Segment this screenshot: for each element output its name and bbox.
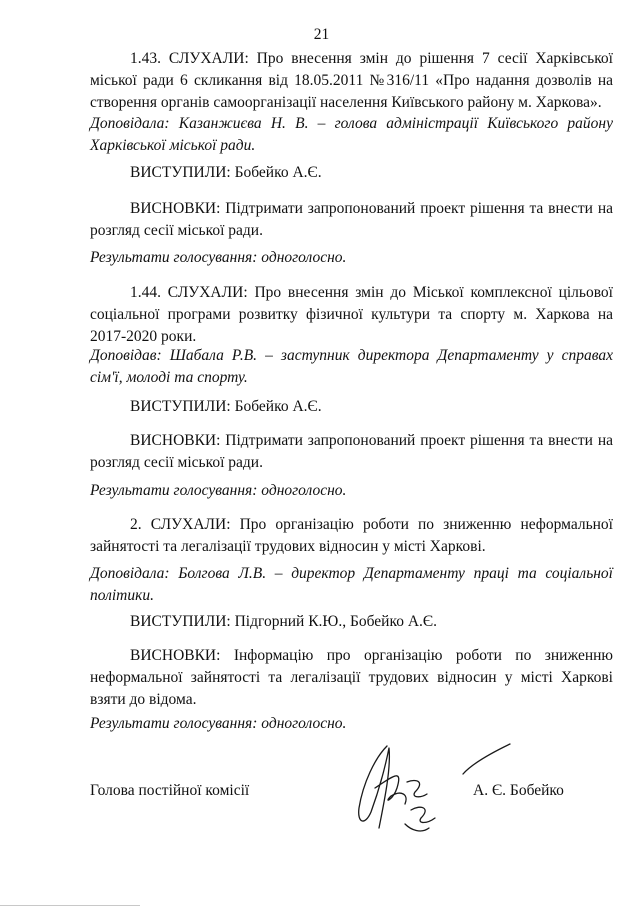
item-1-44-spoke: ВИСТУПИЛИ: Бобейко А.Є. (130, 398, 322, 415)
item-1-43-reporter: Доповідала: Казанжиєва Н. В. – голова адміністрації Київського району Харківської міської ради. (90, 115, 613, 154)
item-1-44-hear: 1.44. СЛУХАЛИ: Про внесення змін до Міської комплексної цільової соціальної програми розвитку фізичної культури та спорту м. Харкова на 2017-2020 роки. (90, 284, 613, 345)
page-number: 21 (313, 26, 330, 43)
item-2-spoke: ВИСТУПИЛИ: Підгорний К.Ю., Бобейко А.Є. (130, 613, 438, 630)
item-1-44-conclusion: ВИСНОВКИ: Підтримати запропонований проект рішення та внести на розгляд сесії міської ради. (90, 432, 613, 471)
item-1-43-vote: Результати голосування: одноголосно. (90, 249, 347, 266)
item-1-43-hear: 1.43. СЛУХАЛИ: Про внесення змін до рішення 7 сесії Харківської міської ради 6 скликання від 18.05.2011 №316/11 «Про надання дозволів на створення органів самоорганізації населення Київського району м. Харкова». (90, 50, 613, 111)
item-1-44-reporter: Доповідав: Шабала Р.В. – заступник директора Департаменту у справах сім'ї, молоді та спорту. (90, 347, 613, 386)
item-1-44-vote: Результати голосування: одноголосно. (90, 482, 347, 499)
item-1-43-conclusion: ВИСНОВКИ: Підтримати запропонований проект рішення та внести на розгляд сесії міської ради. (90, 200, 613, 239)
item-2-conclusion: ВИСНОВКИ: Інформацію про організацію роботи по зниженню неформальної зайнятості та легалізації трудових відносин у місті Харкові взяти до відома. (90, 647, 613, 708)
item-1-43-spoke: ВИСТУПИЛИ: Бобейко А.Є. (130, 164, 322, 181)
item-2-hear: 2. СЛУХАЛИ: Про організацію роботи по зниженню неформальної зайнятості та легалізації трудових відносин у місті Харкові. (90, 516, 613, 555)
signature-role: Голова постійної комісії (90, 782, 250, 799)
item-2-vote: Результати голосування: одноголосно. (90, 715, 347, 732)
scan-artifact-line (0, 905, 140, 906)
handwritten-signature (345, 738, 520, 843)
signature-name: А. Є. Бобейко (473, 782, 564, 799)
item-2-reporter: Доповідала: Болгова Л.В. – директор Департаменту праці та соціальної політики. (90, 565, 613, 604)
